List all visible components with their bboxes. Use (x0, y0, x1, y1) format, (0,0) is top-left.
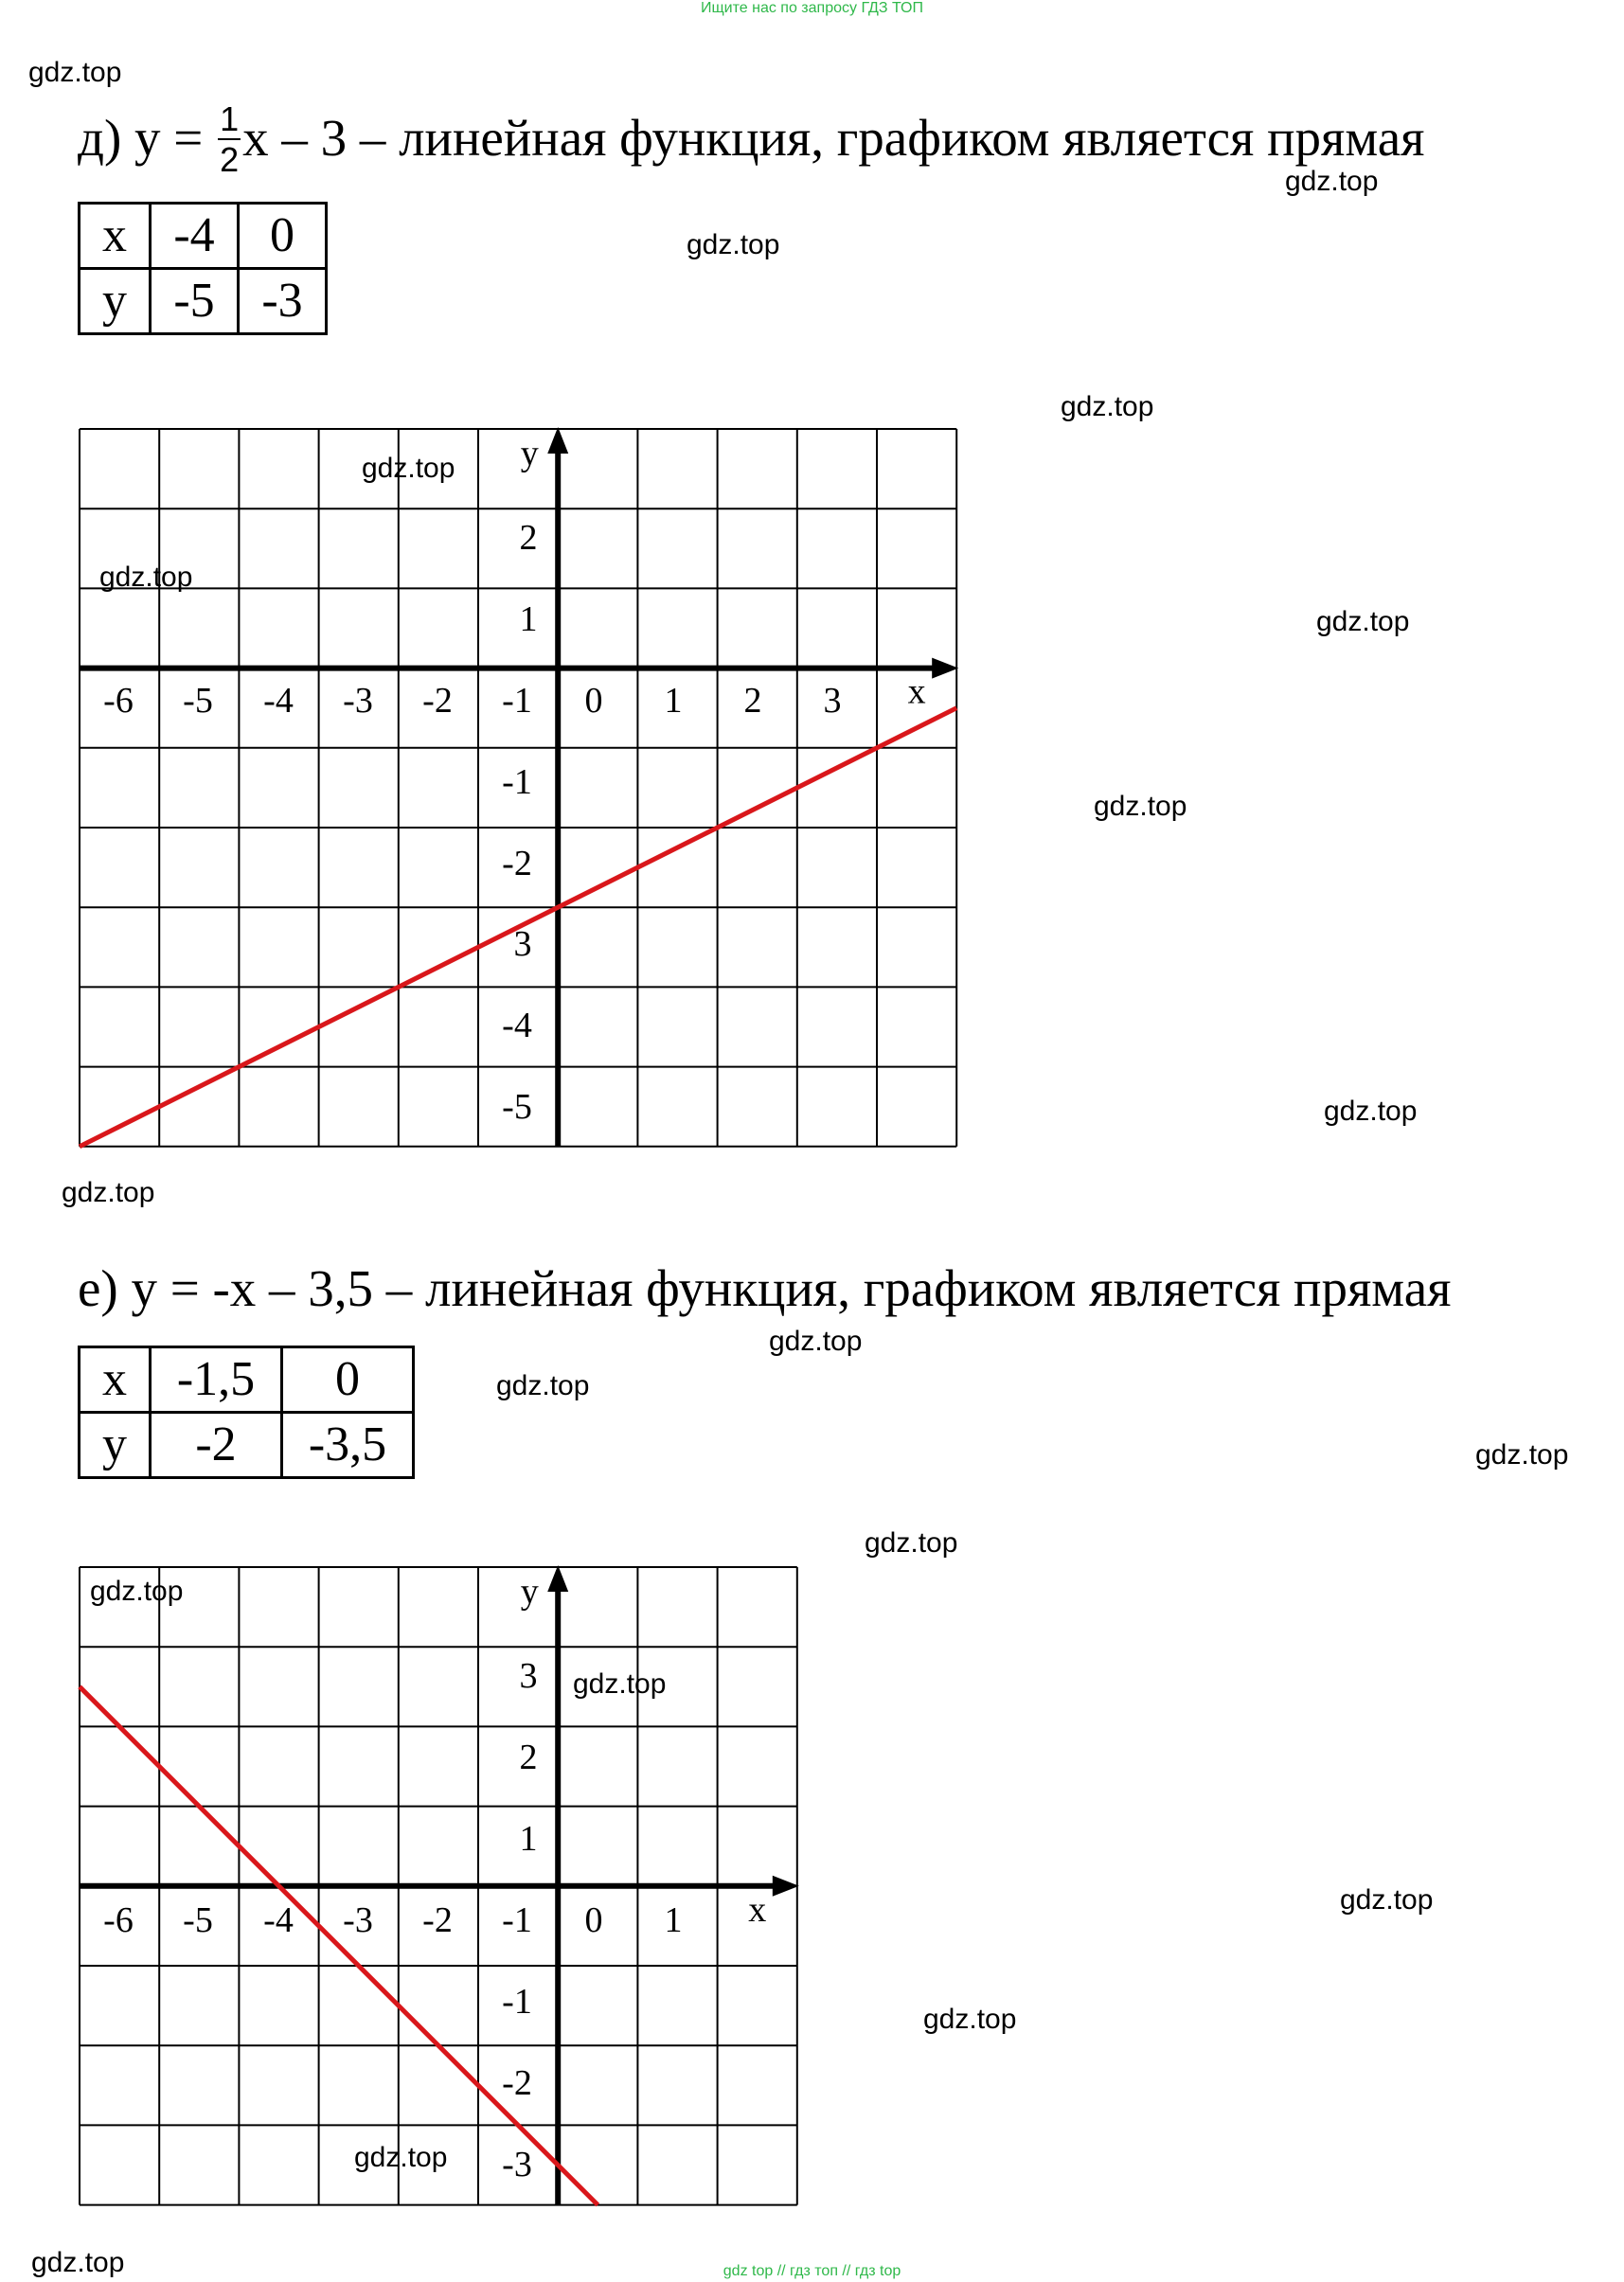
watermark: gdz.top (90, 1576, 184, 1607)
watermark: gdz.top (99, 562, 193, 593)
watermark: gdz.top (1324, 1096, 1418, 1127)
x-tick-label: 0 (584, 1900, 603, 1940)
table-cell: -3,5 (282, 1413, 414, 1478)
table-cell: 0 (239, 204, 327, 269)
x-axis-label: x (907, 671, 926, 712)
y-tick-label: -1 (502, 1982, 532, 2022)
watermark: gdz.top (1094, 791, 1187, 822)
header-note: Ищите нас по запросу ГДЗ ТОП (701, 0, 923, 16)
x-tick-label: -2 (422, 1900, 453, 1940)
x-tick-label: -6 (103, 681, 134, 721)
x-tick-label: 3 (823, 681, 842, 721)
y-tick-label: 3 (513, 924, 532, 964)
watermark: gdz.top (1316, 606, 1410, 637)
x-tick-label: 1 (664, 681, 683, 721)
watermark: gdz.top (687, 229, 780, 260)
watermark: gdz.top (28, 57, 122, 88)
problem-d-heading-suffix: x – 3 – линейная функция, графиком является прямая (242, 109, 1425, 168)
y-axis-arrow (547, 1565, 568, 1592)
table-cell: -1,5 (151, 1347, 282, 1413)
x-tick-label: 1 (664, 1900, 683, 1940)
x-tick-label: -1 (502, 1900, 532, 1940)
y-tick-label: 2 (519, 1738, 538, 1777)
y-tick-label: -2 (502, 2063, 532, 2103)
table-cell: -4 (151, 204, 239, 269)
x-tick-label: -2 (422, 681, 453, 721)
table-cell: -5 (151, 269, 239, 334)
watermark: gdz.top (496, 1370, 590, 1401)
watermark: gdz.top (354, 2142, 448, 2173)
y-tick-label: 3 (519, 1656, 538, 1696)
footer-note: gdz top // гдз топ // гдз top (723, 2263, 901, 2279)
y-tick-label: -4 (502, 1006, 532, 1045)
y-tick-label: -1 (502, 762, 532, 802)
problem-e-heading: е) y = -x – 3,5 – линейная функция, графиком является прямая (78, 1259, 1452, 1317)
table-cell: x (80, 204, 151, 269)
table-cell: x (80, 1347, 151, 1413)
problem-d-heading-prefix: д) y = (78, 109, 217, 168)
x-tick-label: -5 (183, 681, 213, 721)
x-tick-label: 2 (743, 681, 762, 721)
table-cell: -2 (151, 1413, 282, 1478)
watermark: gdz.top (1285, 166, 1379, 197)
watermark: gdz.top (923, 2004, 1017, 2035)
x-axis-arrow (773, 1876, 799, 1897)
watermark: gdz.top (1061, 391, 1154, 422)
y-tick-label: -2 (502, 844, 532, 883)
watermark: gdz.top (62, 1177, 155, 1208)
table-cell: y (80, 1413, 151, 1478)
x-axis-label: x (748, 1889, 767, 1930)
y-tick-label: -5 (502, 1087, 532, 1127)
table-cell: -3 (239, 269, 327, 334)
y-tick-label: 1 (519, 1819, 538, 1859)
watermark: gdz.top (362, 453, 455, 484)
y-axis-label: y (520, 1572, 539, 1612)
y-axis-label: y (520, 434, 539, 473)
y-tick-label: 2 (519, 518, 538, 558)
table-cell: 0 (282, 1347, 414, 1413)
x-tick-label: -3 (343, 681, 373, 721)
watermark: gdz.top (31, 2247, 125, 2278)
watermark: gdz.top (1475, 1439, 1569, 1471)
y-tick-label: 1 (519, 599, 538, 639)
x-tick-label: -1 (502, 681, 532, 721)
table-cell: y (80, 269, 151, 334)
watermark: gdz.top (573, 1668, 667, 1700)
fraction-denominator: 2 (220, 140, 240, 179)
y-tick-label: -3 (502, 2145, 532, 2184)
watermark: gdz.top (865, 1527, 958, 1559)
x-tick-label: -3 (343, 1900, 373, 1940)
x-tick-label: -4 (263, 681, 294, 721)
x-tick-label: -6 (103, 1900, 134, 1940)
x-tick-label: -4 (263, 1900, 294, 1940)
x-tick-label: -5 (183, 1900, 213, 1940)
watermark: gdz.top (1340, 1884, 1434, 1916)
x-tick-label: 0 (584, 681, 603, 721)
watermark: gdz.top (769, 1326, 863, 1357)
fraction-numerator: 1 (220, 99, 240, 138)
